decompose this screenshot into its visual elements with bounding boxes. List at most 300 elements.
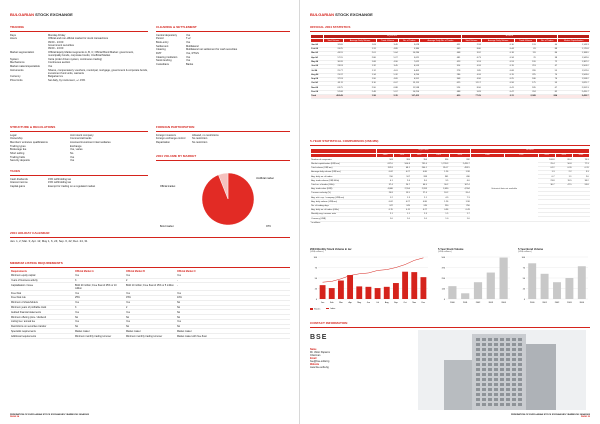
x-tick-label: 2004 <box>579 301 585 304</box>
bar <box>578 266 586 299</box>
table-cell: 3.0 <box>411 179 428 183</box>
building-window <box>476 388 480 391</box>
table-cell: 247 <box>377 204 394 208</box>
table-cell: 4.01 <box>377 69 399 73</box>
info-key: Stock lending <box>156 59 172 63</box>
building-window <box>476 363 480 366</box>
trading-section <box>10 26 148 83</box>
table-cell: 0.11 <box>394 208 411 212</box>
table-cell: 9,621 <box>399 56 420 60</box>
table-cell: 38 <box>537 56 558 60</box>
info-key: Clearing <box>156 48 166 52</box>
table-cell: 66.9 <box>411 183 428 187</box>
table-cell: 4,086 <box>377 187 394 191</box>
building-window <box>518 343 522 346</box>
chart-title: 5-Year Bond Volume <box>518 248 544 251</box>
info-row <box>10 79 148 82</box>
y-tick-label: 0 <box>523 298 525 301</box>
table-cell: Avg. mkt. cap. / company (US$ mn) <box>311 196 377 200</box>
table-cell: 1,825.7 <box>558 82 590 86</box>
info-value: Yes <box>186 41 191 45</box>
table-cell: 213 <box>515 64 537 68</box>
x-tick-label: Mar <box>339 301 343 304</box>
table-cell: 1.98 <box>344 95 377 99</box>
table-cell: 0.36 <box>428 208 449 212</box>
table-cell: 1.1 <box>555 175 572 179</box>
year-header: 2000 <box>377 153 394 158</box>
table-cell: BGN 20 million; Free float of 25% or 10 million <box>74 283 125 291</box>
table-cell: 1.31 <box>344 47 377 51</box>
y-tick-label: 75 <box>522 267 525 270</box>
table-cell: Market maker <box>74 329 125 334</box>
bar <box>384 287 390 299</box>
table-cell: 354 <box>411 158 428 162</box>
table-cell: 1,522.0 <box>558 69 590 73</box>
x-tick-label: Jun <box>366 301 371 304</box>
section-title: 2004 VOLUME BY MARKET <box>156 155 290 161</box>
table-cell: 0.27 <box>394 171 411 175</box>
table-cell: 0.34 <box>482 56 515 60</box>
info-value: Exchange <box>70 144 82 148</box>
year-header: 2003 <box>428 153 449 158</box>
table-cell: Oct.04 <box>311 82 324 86</box>
table-cell: 332 <box>449 158 470 162</box>
column-header: No. of Trades <box>537 39 558 43</box>
building-window <box>506 348 510 351</box>
table-cell: 5.64 <box>377 52 399 56</box>
building-window <box>488 398 492 401</box>
table-cell: 99 <box>537 82 558 86</box>
table-cell: 200.1 <box>411 166 428 170</box>
table-cell: 268 <box>411 175 428 179</box>
table-cell: 63.75 <box>323 86 343 90</box>
bar <box>329 288 335 299</box>
table-cell: 3 <box>74 305 125 310</box>
bar <box>420 277 426 299</box>
info-key: Currency <box>10 75 21 79</box>
table-cell: BGN 10 million; Free float of 15% or 5 million <box>125 283 176 291</box>
table-cell: 26.7 <box>394 183 411 187</box>
table-cell: 1.7 <box>449 213 470 217</box>
section-title: 5-YEAR STATISTICAL COMPARISON (US$ MN) <box>310 140 590 146</box>
info-value: Bulgarian lev <box>48 75 63 79</box>
table-cell: Aug.04 <box>311 73 324 77</box>
table-row <box>10 283 290 291</box>
building-window <box>494 353 498 356</box>
table-cell: 8.80 <box>461 47 481 51</box>
section-title: STRUCTURE & REGULATIONS <box>10 126 148 132</box>
table-cell: Minimum of shareholders <box>10 300 74 305</box>
building-window <box>506 358 510 361</box>
table-cell: Yes <box>125 291 176 296</box>
building-window <box>482 343 486 346</box>
table-cell: 3.49 <box>377 43 399 47</box>
table-row <box>311 217 590 221</box>
exchange-title: STOCK EXCHANGE <box>335 12 373 17</box>
table-cell: No <box>176 310 290 315</box>
column-header: Market Capitalisation <box>558 39 590 43</box>
table-cell: 625 <box>420 82 461 86</box>
x-tick-label: Jul <box>376 301 379 304</box>
building-window <box>506 373 510 376</box>
table-cell: 78.3 <box>572 158 589 162</box>
building-window <box>512 378 516 381</box>
building-window <box>488 393 492 396</box>
building-window <box>506 393 510 396</box>
table-cell: 0.12 <box>538 166 555 170</box>
building-window <box>506 343 510 346</box>
table-cell: - <box>176 278 290 283</box>
taxes-section <box>10 170 148 189</box>
building-window <box>488 338 492 341</box>
table-cell: Number of companies <box>311 158 377 162</box>
building-window <box>482 373 486 376</box>
table-cell: 1.90 <box>344 77 377 81</box>
info-value: Yes <box>70 155 75 159</box>
info-key: Security deposits <box>10 159 30 163</box>
table-cell: 44.19 <box>323 52 343 56</box>
table-cell: May.04 <box>311 60 324 64</box>
table-cell: 6.88 <box>377 86 399 90</box>
table-cell: Market maker <box>176 329 290 334</box>
table-cell: 4.96 <box>461 77 481 81</box>
building-window <box>512 348 516 351</box>
table-cell: 18.2 <box>428 192 449 196</box>
table-cell: 9.53 <box>461 60 481 64</box>
table-cell: 47 <box>537 64 558 68</box>
table-cell: 67 <box>537 86 558 90</box>
table-cell: 1,598.2 <box>558 77 590 81</box>
table-cell: 0.43 <box>449 208 470 212</box>
column-header: Official Market C <box>177 270 196 274</box>
table-cell: 2.1 <box>377 213 394 217</box>
table-cell: 76 <box>537 77 558 81</box>
table-cell: 2.3 <box>411 213 428 217</box>
contact-line <box>310 363 410 369</box>
bar <box>347 275 353 299</box>
clearing-section <box>156 26 290 66</box>
table-cell: 57.15 <box>323 56 343 60</box>
table-cell: 0.10 <box>482 43 515 47</box>
column-header: Official Market B <box>126 270 145 274</box>
column-header: Total Volume <box>323 39 343 43</box>
table-cell: 6.07 <box>377 82 399 86</box>
table-cell: 617.0 <box>377 162 394 166</box>
table-cell: 0.19 <box>482 73 515 77</box>
info-row <box>10 185 148 188</box>
table-cell: 493.49 <box>323 95 343 99</box>
info-key: Interest income <box>10 181 28 185</box>
building-window <box>506 363 510 366</box>
info-value: Continuous auction <box>48 61 71 65</box>
building-window <box>488 378 492 381</box>
year-header: 2000 <box>470 153 504 158</box>
table-cell: 1.5 <box>428 213 449 217</box>
table-cell: 1,143.3 <box>558 43 590 47</box>
building-window <box>476 353 480 356</box>
table-cell: No <box>176 300 290 305</box>
table-cell: 224 <box>515 90 537 94</box>
table-cell: 25% <box>74 295 125 300</box>
info-value: Yes <box>186 55 191 59</box>
info-key: Ownership <box>10 137 23 141</box>
table-cell: 70 <box>515 56 537 60</box>
building-window <box>518 393 522 396</box>
table-cell: 47.5 <box>555 183 572 187</box>
table-cell: Yes <box>125 274 176 278</box>
building-window <box>476 398 480 401</box>
building-window <box>488 368 492 371</box>
table-cell: 1.1 <box>394 213 411 217</box>
building-window <box>506 378 510 381</box>
table-cell: Average daily volume (US$ mn) <box>311 171 377 175</box>
table-cell: Free float <box>10 291 74 296</box>
building-window <box>482 353 486 356</box>
y-tick-label: 100 <box>313 256 317 259</box>
building-window <box>482 378 486 381</box>
table-cell: 107,413 <box>399 95 420 99</box>
table-cell: 0.20 <box>555 166 572 170</box>
table-cell: 824 <box>537 95 558 99</box>
building-window <box>494 368 498 371</box>
building-window <box>476 368 480 371</box>
info-key: Legal <box>10 133 17 137</box>
x-tick-label: Feb <box>330 301 334 304</box>
building-window <box>512 403 516 406</box>
building-window <box>518 363 522 366</box>
table-cell: 348 <box>420 77 461 81</box>
table-cell: No <box>125 324 176 329</box>
column-header: Trade Volume <box>515 39 537 43</box>
table-cell: 0.27 <box>411 208 428 212</box>
table-cell: Total no. of trades (000s) <box>311 183 377 187</box>
building-window <box>512 368 516 371</box>
bse-logo: BSE <box>310 333 328 341</box>
building-window <box>512 353 516 356</box>
table-cell: No <box>176 315 290 320</box>
bond-volume-chart <box>518 248 590 307</box>
building-window <box>482 393 486 396</box>
table-cell: 186 <box>515 77 537 81</box>
table-cell: 88 <box>537 47 558 51</box>
footer-text: FEDERATION OF EURO-ASIAN STOCK EXCHANGES YEARBOOK 2004/2005 <box>510 413 590 416</box>
building-window <box>500 378 504 381</box>
country-name: BULGARIAN <box>10 12 34 17</box>
table-cell: 1.3 <box>394 196 411 200</box>
table-cell: Currency (US$) <box>311 217 377 221</box>
table-cell: 451 <box>420 43 461 47</box>
pie-label-bond: Bond market <box>160 224 174 228</box>
building-window <box>518 383 522 386</box>
building-window <box>500 368 504 371</box>
year-header: 2004 <box>449 153 470 158</box>
footer <box>511 414 590 420</box>
x-tick-label: Apr <box>348 301 352 304</box>
trading-list <box>10 34 148 82</box>
table-cell: 32.69 <box>323 43 343 47</box>
table-cell: 131 <box>515 43 537 47</box>
table-cell: 8.96 <box>461 86 481 90</box>
table-cell: Yes <box>74 291 125 296</box>
bar <box>402 272 408 299</box>
table-cell: 77.3 <box>572 162 589 166</box>
table-cell: No <box>176 305 290 310</box>
table-cell: 55 <box>537 69 558 73</box>
table-cell: 65.11 <box>323 82 343 86</box>
building-window <box>482 363 486 366</box>
y-tick-label: 50 <box>314 277 317 280</box>
table-cell: 38.2 <box>572 179 589 183</box>
bar <box>448 286 456 299</box>
table-cell: 1.26 <box>428 171 449 175</box>
table-cell: 1.0 <box>377 217 394 221</box>
table-row <box>10 334 290 339</box>
table-cell: 9,028 <box>399 43 420 47</box>
building-window <box>500 383 504 386</box>
table-cell: Market maker <box>125 329 176 334</box>
table-cell: Minimum equity capital <box>10 274 74 278</box>
building-window <box>500 358 504 361</box>
table-cell: 1.2 <box>377 196 394 200</box>
table-cell: 1,342.6 <box>558 56 590 60</box>
info-key: Short selling <box>10 151 25 155</box>
building-window <box>506 403 510 406</box>
table-cell: Sep.04 <box>311 77 324 81</box>
building-window <box>494 403 498 406</box>
table-cell: Yes <box>176 274 290 278</box>
info-value: Joint stock company <box>70 133 94 137</box>
table-cell: 2.2 <box>555 171 572 175</box>
chart-unit: (US$ millions) <box>438 251 452 254</box>
bar <box>375 288 381 299</box>
section-title: CLEARING & SETTLEMENT <box>156 26 290 32</box>
table-cell: 15% <box>125 295 176 300</box>
building-window <box>518 378 522 381</box>
info-value: Exempt for trading on a regulated market <box>48 185 96 189</box>
table-cell: 1,188.9 <box>558 52 590 56</box>
page-number: PAGE 25 <box>580 416 590 419</box>
x-tick-label: 2001 <box>542 301 547 304</box>
info-value: 15% withholding tax <box>48 181 72 185</box>
table-cell: 23.8 <box>538 179 555 183</box>
pie-label-unofficial: Unofficial market <box>256 176 274 180</box>
info-key: Brokerage fee <box>10 148 27 152</box>
chart-unit: (US$ millions) <box>518 251 532 254</box>
building-window <box>500 353 504 356</box>
info-key: Days <box>10 33 16 37</box>
x-tick-label: 2003 <box>488 301 494 304</box>
table-cell: Yes <box>125 319 176 324</box>
stock-volume-bar-chart <box>438 254 512 306</box>
info-value: Official and non-official market for stock transactions 09:00 - 13:00 Government securities 09:00 - 13:00 <box>48 37 109 51</box>
building-window <box>512 383 516 386</box>
year-header: 2003 <box>555 153 572 158</box>
table-cell: 185 <box>515 86 537 90</box>
bar <box>565 278 573 299</box>
y-tick-label: 25 <box>522 288 525 291</box>
table-cell: Market capitalisation (US$ mn) <box>311 162 377 166</box>
table-cell: 68.1 <box>394 166 411 170</box>
building-window <box>494 358 498 361</box>
info-key: DVP <box>156 51 162 55</box>
column-header: Official Market A <box>75 270 94 274</box>
bar <box>393 283 399 299</box>
info-key: Custodians <box>156 62 169 66</box>
page-number: PAGE 24 <box>10 416 20 419</box>
table-cell: 1.98 <box>449 171 470 175</box>
building-window <box>476 343 480 346</box>
building-window <box>482 358 486 361</box>
table-cell: Yes <box>125 300 176 305</box>
table-cell: Minimum monthly trading turnover <box>74 334 125 339</box>
building-window <box>494 373 498 376</box>
info-key: Trading halts <box>10 155 25 159</box>
contact-label: Email <box>310 356 317 360</box>
listing-table <box>10 270 290 339</box>
info-value: Banks <box>186 62 194 66</box>
table-cell: 40 <box>537 43 558 47</box>
building-window <box>494 348 498 351</box>
table-cell: 10,256 <box>399 90 420 94</box>
table-cell: Listing fee / annual fee <box>10 319 74 324</box>
info-row <box>156 63 290 66</box>
table-cell: Yes <box>176 291 290 296</box>
building-window <box>500 373 504 376</box>
table-cell: 28.93 <box>323 64 343 68</box>
table-cell: 3.3 <box>572 171 589 175</box>
column-header: Average Daily Volume <box>344 39 377 43</box>
building-window <box>518 368 522 371</box>
table-cell: Specialist requirements <box>10 329 74 334</box>
table-cell: Turnover velocity (%) <box>311 192 377 196</box>
group-header: EQUITIES <box>323 34 461 38</box>
info-value: Yes <box>70 159 75 163</box>
building-window <box>482 348 486 351</box>
info-value: Multilateral <box>186 44 199 48</box>
table-cell: 250 <box>449 204 470 208</box>
table-cell: 3.10 <box>344 82 377 86</box>
building-window <box>506 383 510 386</box>
building-window <box>518 353 522 356</box>
table-cell: 1.98 <box>449 200 470 204</box>
table-cell: 0.53 <box>482 60 515 64</box>
x-tick-label: Dec <box>421 301 426 304</box>
building-window <box>512 398 516 401</box>
building-window <box>482 338 486 341</box>
year-header: 2002 <box>411 153 428 158</box>
taxes-list <box>10 178 148 188</box>
table-note: * In millions <box>310 221 321 224</box>
table-cell: 504.8 <box>394 162 411 166</box>
column-header: Trade Volume <box>377 39 399 43</box>
bar <box>528 263 536 299</box>
building-window <box>476 393 480 396</box>
table-cell <box>538 217 555 221</box>
info-value: Official Equity Market segments A, B, C; Official Bond Market: government, municipality bonds, corporate bonds; Unofficial Market <box>48 50 134 58</box>
info-key: Mechanisms <box>10 61 25 65</box>
table-cell: 6,294 <box>399 73 420 77</box>
pie-label-otc: OTC <box>266 224 272 228</box>
building-window <box>476 378 480 381</box>
table-cell: 2,420.7 <box>449 162 470 166</box>
info-key: Capital gains <box>10 185 25 189</box>
year-header: 2002 <box>538 153 555 158</box>
table-cell: 77.29 <box>461 95 481 99</box>
info-row <box>10 51 148 57</box>
section-title: 2004 HOLIDAY CALENDAR <box>10 232 290 238</box>
table-cell: 731.6 <box>411 162 428 166</box>
table-cell: Minimum monthly trading turnover <box>125 334 176 339</box>
